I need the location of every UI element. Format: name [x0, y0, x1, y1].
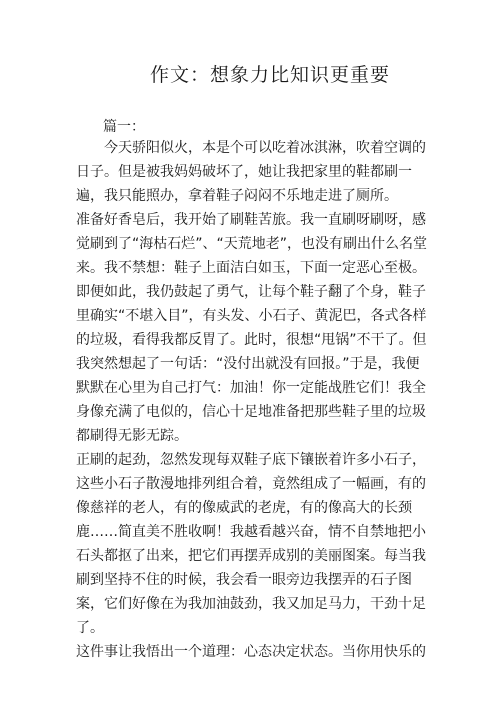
paragraph-1: 今天骄阳似火，本是个可以吃着冰淇淋，吹着空调的日子。但是被我妈妈破坏了，她让我把家里的鞋都刷一遍，我只能照办，拿着鞋子闷闷不乐地走进了厕所。 [76, 140, 426, 204]
paragraph-4: 这件事让我悟出一个道理：心态决定状态。当你用快乐的 [76, 644, 426, 660]
essay-body [76, 136, 430, 664]
paragraph-2: 准备好香皂后，我开始了刷鞋苦旅。我一直刷呀刷呀，感觉刷到了“海枯石烂”、“天荒地老”，也没有刷出什么名堂来。我不禁想：鞋子上面洁白如玉，下面一定恶心至极。即便如此，我仍鼓起了勇气，让每个鞋子翻了个身，鞋子里确实“不堪入目”，有头发、小石子、黄泥巴，各式各样的垃圾，看得我都反胃了。此时，很想“甩锅”不干了。但我突然想起了一句话：“没付出就没有回报。”于是，我便默默在心里为自己打气：加油！你一定能战胜它们！我全身像充满了电似的，信心十足地准备把那些鞋子里的垃圾都刷得无影无踪。 [76, 212, 428, 444]
paragraph-3: 正刷的起劲，忽然发现每双鞋子底下镶嵌着许多小石子，这些小石子散漫地排列组合着，竟然组成了一幅画，有的像慈祥的老人，有的像威武的老虎，有的像高大的长颈鹿……简直美不胜收啊！我越看越兴奋，情不自禁地把小石头都抠了出来，把它们再摆弄成别的美丽图案。每当我刷到坚持不住的时候，我会看一眼旁边我摆弄的石子图案，它们好像在为我加油鼓劲，我又加足马力，干劲十足了。 [76, 452, 426, 636]
page-title: 作文：想象力比知识更重要 [149, 64, 390, 86]
section-label: 篇一： [103, 119, 145, 135]
